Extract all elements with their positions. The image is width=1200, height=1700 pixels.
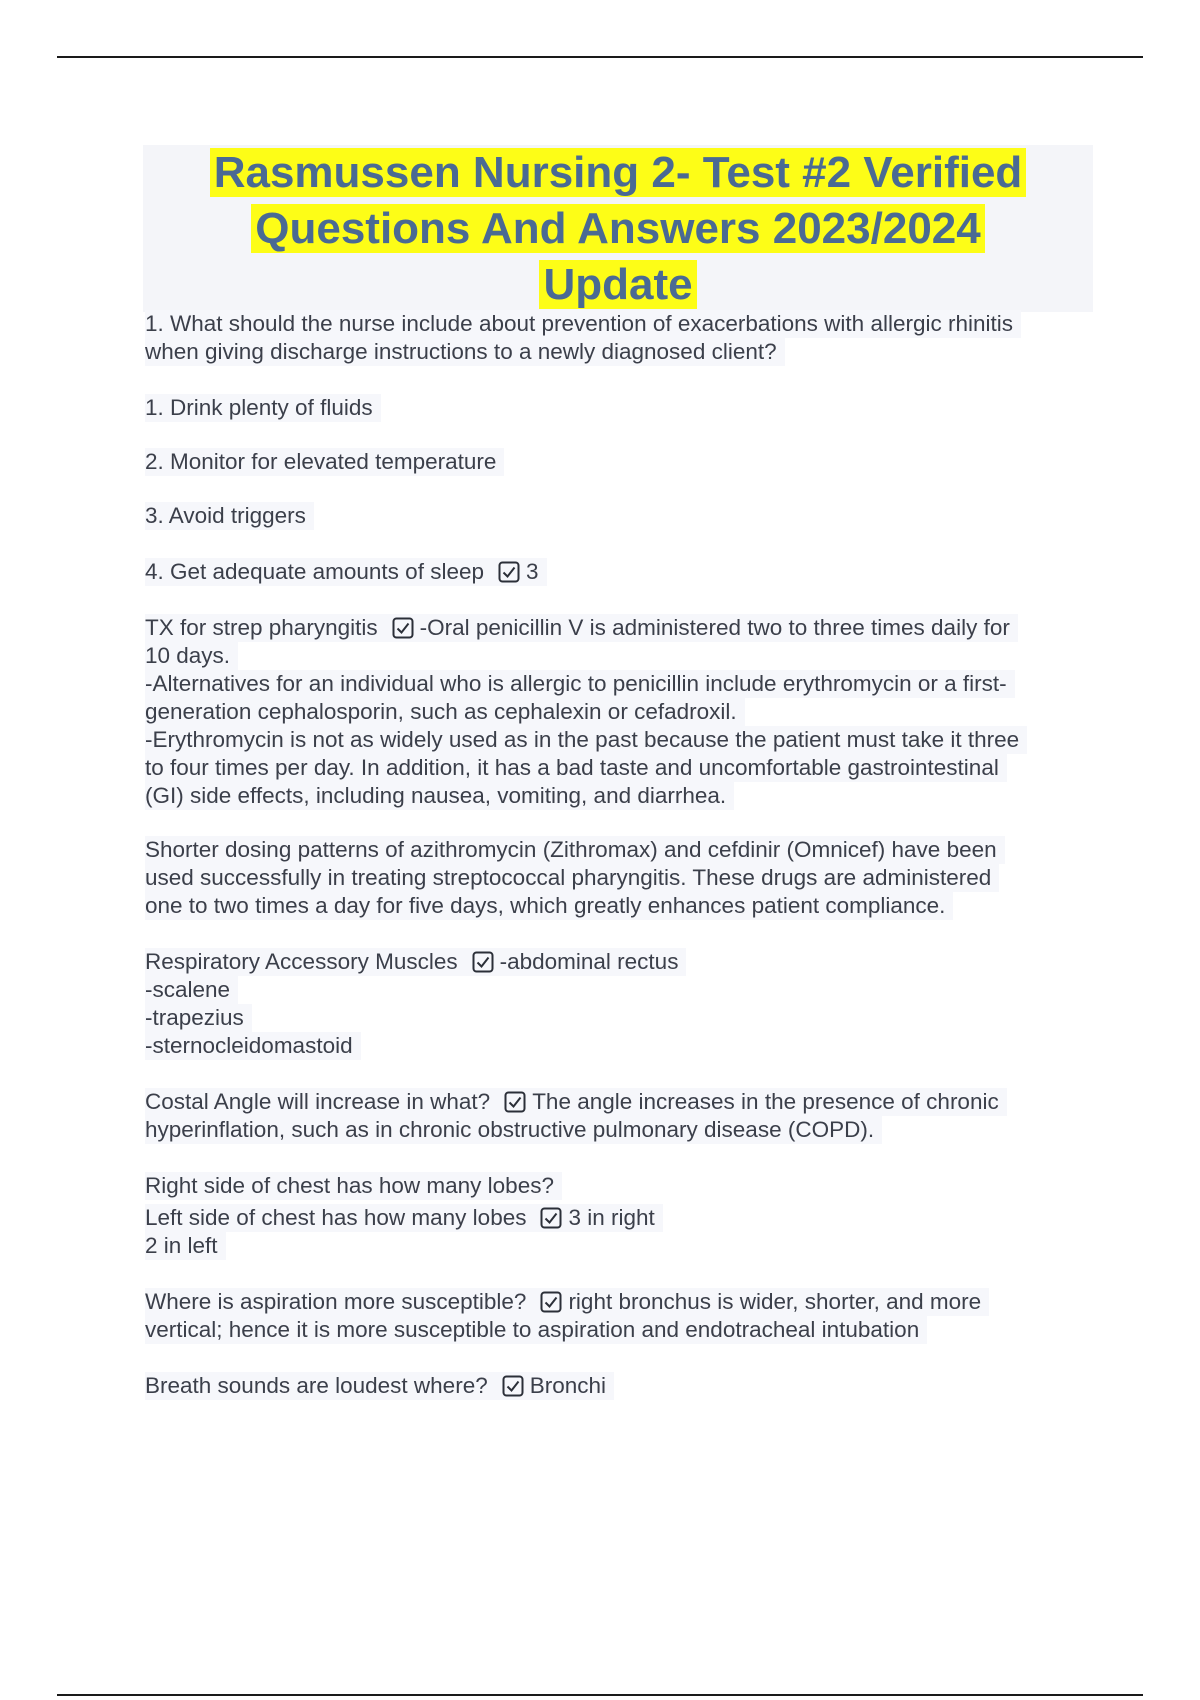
answer-text: -sternocleidomastoid	[145, 1032, 1090, 1060]
answer-paragraph: Shorter dosing patterns of azithromycin (Zithromax) and cefdinir (Omnicef) have been	[145, 836, 1090, 864]
option-4-with-answer: 4. Get adequate amounts of sleep 3	[145, 558, 1090, 586]
answer-text: generation cephalosporin, such as cephalexin or cefadroxil.	[145, 698, 1090, 726]
question-block-aspiration	[145, 1288, 1090, 1344]
title-line-1: Rasmussen Nursing 2- Test #2 Verified	[143, 145, 1093, 201]
question-answer-line: TX for strep pharyngitis -Oral penicillin V is administered two to three times daily for	[145, 614, 1090, 642]
checkbox-checked-icon	[472, 951, 494, 973]
question-block-strep-pharyngitis	[145, 614, 1090, 920]
question-block-breath-sounds	[145, 1372, 1090, 1400]
checkbox-checked-icon	[498, 561, 520, 583]
answer-text: (GI) side effects, including nausea, vomiting, and diarrhea.	[145, 782, 1090, 810]
question-answer-line: Breath sounds are loudest where? Bronchi	[145, 1372, 1090, 1400]
answer-text: vertical; hence it is more susceptible to aspiration and endotracheal intubation	[145, 1316, 1090, 1344]
question-answer-line: Where is aspiration more susceptible? right bronchus is wider, shorter, and more	[145, 1288, 1090, 1316]
option-2: 2. Monitor for elevated temperature	[145, 448, 1090, 476]
question-block-lobes	[145, 1172, 1090, 1260]
checkbox-checked-icon	[502, 1375, 524, 1397]
answer-text: -trapezius	[145, 1004, 1090, 1032]
top-rule	[57, 56, 1143, 58]
checkbox-checked-icon	[540, 1291, 562, 1313]
question-text: 1. What should the nurse include about prevention of exacerbations with allergic rhinitis	[145, 310, 1090, 338]
answer-paragraph: one to two times a day for five days, which greatly enhances patient compliance.	[145, 892, 1090, 920]
question-block-costal-angle	[145, 1088, 1090, 1144]
question-text: when giving discharge instructions to a newly diagnosed client?	[145, 338, 1090, 366]
question-block-allergic-rhinitis	[145, 310, 1090, 586]
answer-paragraph: used successfully in treating streptococcal pharyngitis. These drugs are administered	[145, 864, 1090, 892]
answer-text: -Erythromycin is not as widely used as in the past because the patient must take it three	[145, 726, 1090, 754]
checkbox-checked-icon	[504, 1091, 526, 1113]
question-answer-line: Respiratory Accessory Muscles -abdominal rectus	[145, 948, 1090, 976]
checkbox-checked-icon	[392, 617, 414, 639]
answer-text: -Alternatives for an individual who is allergic to penicillin include erythromycin or a first-	[145, 670, 1090, 698]
question-text: Right side of chest has how many lobes?	[145, 1172, 1090, 1200]
title-line-2: Questions And Answers 2023/2024	[143, 201, 1093, 257]
document-title	[143, 145, 1093, 312]
answer-text: -scalene	[145, 976, 1090, 1004]
option-3: 3. Avoid triggers	[145, 502, 1090, 530]
answer-text: 3	[525, 559, 539, 584]
answer-text: 2 in left	[145, 1232, 1090, 1260]
document-body	[145, 310, 1090, 1400]
answer-text: hyperinflation, such as in chronic obstructive pulmonary disease (COPD).	[145, 1116, 1090, 1144]
bottom-rule	[57, 1694, 1143, 1696]
option-1: 1. Drink plenty of fluids	[145, 394, 1090, 422]
answer-text: to four times per day. In addition, it has a bad taste and uncomfortable gastrointestinal	[145, 754, 1090, 782]
question-answer-line: Left side of chest has how many lobes 3 in right	[145, 1204, 1090, 1232]
checkbox-checked-icon	[540, 1207, 562, 1229]
title-line-3: Update	[143, 257, 1093, 313]
answer-text: 10 days.	[145, 642, 1090, 670]
question-block-accessory-muscles	[145, 948, 1090, 1060]
question-answer-line: Costal Angle will increase in what? The angle increases in the presence of chronic	[145, 1088, 1090, 1116]
